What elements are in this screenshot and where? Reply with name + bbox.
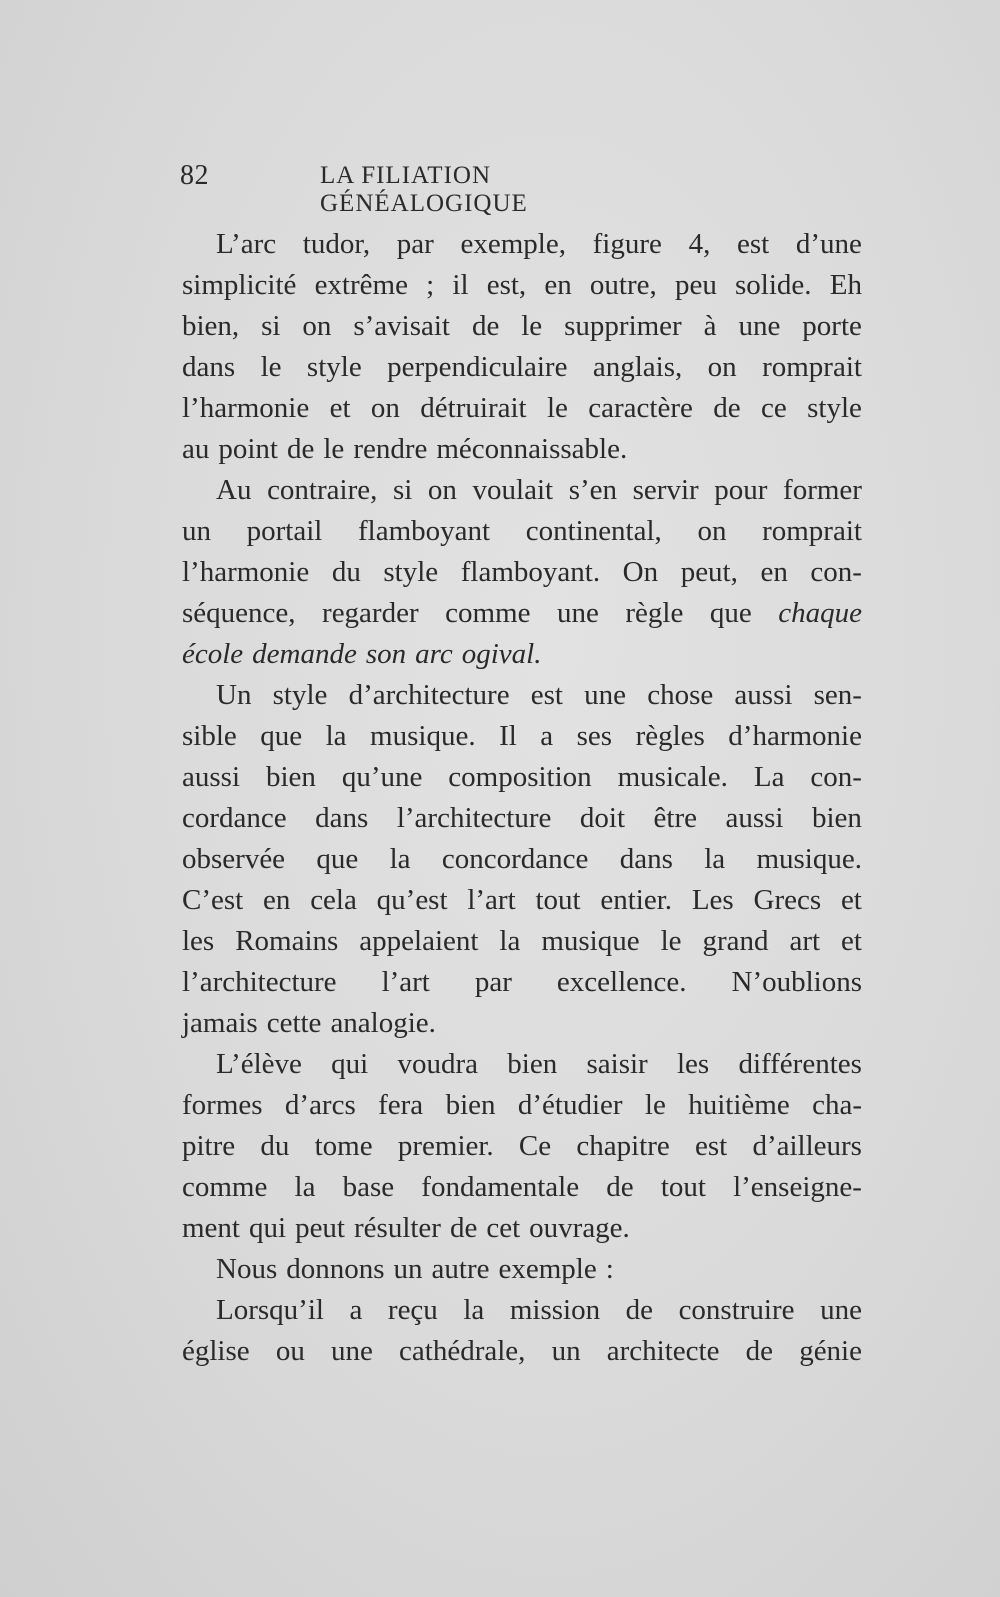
word: point <box>218 433 278 465</box>
word: analogie. <box>330 1007 436 1039</box>
word: si <box>392 474 413 506</box>
word: voudra <box>397 1048 479 1080</box>
word: tout <box>660 1171 706 1203</box>
word: du <box>331 556 361 588</box>
word: comme <box>182 1171 268 1203</box>
text-line <box>182 1044 862 1085</box>
word: cet <box>486 1212 521 1244</box>
word: doit <box>579 802 626 834</box>
word: de <box>449 1212 478 1244</box>
text-line <box>182 224 862 265</box>
word: concordance <box>441 843 589 875</box>
text-line <box>182 470 862 511</box>
text-line <box>182 1003 862 1044</box>
word: on <box>707 351 737 383</box>
word: fera <box>378 1089 424 1121</box>
word: base <box>342 1171 395 1203</box>
word: architecte <box>606 1335 720 1367</box>
text-line <box>182 962 862 1003</box>
word: musique. <box>370 720 476 752</box>
word: génie <box>799 1335 862 1367</box>
italic-word: chaque <box>778 597 862 629</box>
italic-word: demande <box>252 638 357 670</box>
running-title: LA FILIATION GÉNÉALOGIQUE <box>320 162 528 217</box>
text-line <box>182 1208 862 1249</box>
word: a <box>349 1294 363 1326</box>
word: les <box>182 925 215 957</box>
word: ment <box>182 1212 240 1244</box>
word: de <box>606 1171 634 1203</box>
word: style <box>807 392 862 424</box>
word: aussi <box>182 761 240 793</box>
word: L’élève <box>216 1048 302 1080</box>
text-line <box>182 1249 862 1290</box>
word: la <box>704 843 726 875</box>
italic-word: école <box>182 638 244 670</box>
word: de <box>471 310 500 342</box>
word: la <box>499 925 521 957</box>
word: s’en <box>568 474 618 506</box>
word: outre, <box>589 269 657 301</box>
word: église <box>182 1335 250 1367</box>
word: la <box>389 843 411 875</box>
text-line <box>182 1085 862 1126</box>
word: en <box>760 556 788 588</box>
word: l’harmonie <box>182 392 310 424</box>
word: Les <box>691 884 734 916</box>
word: en <box>544 269 572 301</box>
word: comme <box>445 597 531 629</box>
word: 4, <box>688 228 711 260</box>
word: solide. <box>735 269 812 301</box>
word: si <box>261 310 281 342</box>
word: règle <box>625 597 684 629</box>
word: exemple, <box>460 228 566 260</box>
word: que <box>709 597 752 629</box>
word: l’architecture <box>396 802 552 834</box>
word: regarder <box>322 597 419 629</box>
word: un <box>182 515 211 547</box>
word: s’avisait <box>353 310 450 342</box>
text-line <box>182 839 862 880</box>
word: mission <box>509 1294 601 1326</box>
word: Romains <box>235 925 339 957</box>
word: grand <box>702 925 769 957</box>
word: reçu <box>387 1294 438 1326</box>
word: une <box>738 310 781 342</box>
word: sible <box>182 720 237 752</box>
word: par <box>474 966 512 998</box>
word: construire <box>678 1294 795 1326</box>
word: Ce <box>518 1130 552 1162</box>
word: la <box>294 1171 316 1203</box>
word: le <box>644 1089 666 1121</box>
word: la <box>325 720 347 752</box>
word: ouvrage. <box>529 1212 630 1244</box>
word: cathédrale, <box>399 1335 526 1367</box>
word: qui <box>249 1212 287 1244</box>
word: séquence, <box>182 597 296 629</box>
word: que <box>260 720 303 752</box>
word: former <box>783 474 862 506</box>
text-line <box>182 798 862 839</box>
word: a <box>540 720 554 752</box>
word: entier. <box>600 884 673 916</box>
word: un <box>393 1253 423 1285</box>
text-line <box>182 1290 862 1331</box>
word: ou <box>275 1335 305 1367</box>
word: l’enseigne- <box>733 1171 862 1203</box>
word: continental, <box>525 515 662 547</box>
text-line <box>182 347 862 388</box>
word: exemple <box>498 1253 597 1285</box>
word: d’harmonie <box>728 720 862 752</box>
word: l’harmonie <box>182 556 310 588</box>
word: en <box>263 884 291 916</box>
word: l’art <box>467 884 516 916</box>
word: appelaient <box>359 925 479 957</box>
word: de <box>625 1294 654 1326</box>
word: cette <box>266 1007 322 1039</box>
word: Nous <box>216 1253 278 1285</box>
word: on <box>427 474 457 506</box>
word: romprait <box>762 515 862 547</box>
word: : <box>605 1253 614 1285</box>
word: extrême <box>314 269 408 301</box>
word: le <box>546 392 568 424</box>
word: musicale. <box>617 761 728 793</box>
word: le <box>521 310 543 342</box>
word: ses <box>576 720 613 752</box>
word: contraire, <box>267 474 378 506</box>
word: détruirait <box>420 392 527 424</box>
word: à <box>703 310 717 342</box>
page-header <box>180 160 700 217</box>
word: figure <box>592 228 662 260</box>
word: con- <box>810 556 862 588</box>
text-line <box>182 921 862 962</box>
word: méconnaissable. <box>436 433 628 465</box>
text-line <box>182 634 862 675</box>
text-line <box>182 388 862 429</box>
word: peu <box>674 269 717 301</box>
word: style <box>306 351 362 383</box>
word: du <box>260 1130 290 1162</box>
word: bien, <box>182 310 240 342</box>
word: caractère <box>588 392 693 424</box>
word: style <box>383 556 439 588</box>
word: la <box>463 1294 485 1326</box>
word: le <box>660 925 682 957</box>
word: Eh <box>829 269 862 301</box>
word: que <box>316 843 359 875</box>
word: portail <box>246 515 323 547</box>
word: est, <box>486 269 527 301</box>
word: peut, <box>680 556 738 588</box>
word: ; <box>426 269 435 301</box>
word: con- <box>810 761 862 793</box>
word: premier. <box>397 1130 494 1162</box>
word: porte <box>802 310 862 342</box>
word: un <box>551 1335 581 1367</box>
word: l’architecture <box>182 966 337 998</box>
word: aussi <box>725 802 784 834</box>
word: autre <box>431 1253 490 1285</box>
word: style <box>272 679 328 711</box>
word: tout <box>535 884 581 916</box>
word: on <box>370 392 400 424</box>
text-line <box>182 716 862 757</box>
word: rendre <box>353 433 428 465</box>
page-number: 82 <box>180 160 209 191</box>
word: huitième <box>688 1089 790 1121</box>
word: est <box>695 1130 728 1162</box>
word: La <box>753 761 785 793</box>
text-line <box>182 429 862 470</box>
word: sen- <box>813 679 862 711</box>
word: une <box>584 679 627 711</box>
word: les <box>676 1048 710 1080</box>
word: musique. <box>756 843 862 875</box>
word: bien <box>265 761 316 793</box>
word: d’une <box>795 228 862 260</box>
word: fondamentale <box>421 1171 580 1203</box>
word: être <box>653 802 697 834</box>
word: d’arcs <box>284 1089 356 1121</box>
word: formes <box>182 1089 263 1121</box>
word: flamboyant. <box>460 556 601 588</box>
word: L’arc <box>216 228 277 260</box>
word: d’étudier <box>517 1089 623 1121</box>
word: art <box>789 925 821 957</box>
text-line <box>182 511 862 552</box>
word: le <box>260 351 282 383</box>
word: qu’est <box>376 884 448 916</box>
word: donnons <box>286 1253 385 1285</box>
word: chapitre <box>576 1130 670 1162</box>
word: voulait <box>472 474 554 506</box>
word: bien <box>507 1048 558 1080</box>
word: Au <box>216 474 252 506</box>
word: peut <box>295 1212 345 1244</box>
word: l’art <box>381 966 430 998</box>
word: cordance <box>182 802 287 834</box>
word: excellence. <box>556 966 687 998</box>
word: et <box>841 925 862 957</box>
word: bien <box>445 1089 496 1121</box>
word: de <box>713 392 741 424</box>
text-line <box>182 1126 862 1167</box>
word: une <box>556 597 599 629</box>
word: qui <box>331 1048 369 1080</box>
word: On <box>622 556 659 588</box>
word: on <box>697 515 727 547</box>
word: dans <box>315 802 369 834</box>
word: dans <box>619 843 673 875</box>
text-line <box>182 880 862 921</box>
italic-word: arc <box>415 638 453 670</box>
word: d’ailleurs <box>752 1130 862 1162</box>
word: et <box>840 884 862 916</box>
word: une <box>820 1294 862 1326</box>
word: simplicité <box>182 269 297 301</box>
word: saisir <box>586 1048 648 1080</box>
word: N’oublions <box>731 966 862 998</box>
word: cela <box>310 884 357 916</box>
word: qu’une <box>341 761 423 793</box>
word: flamboyant <box>357 515 491 547</box>
word: dans <box>182 351 236 383</box>
word: est <box>530 679 563 711</box>
word: est <box>736 228 770 260</box>
word: il <box>452 269 469 301</box>
word: chose <box>647 679 714 711</box>
word: au <box>182 433 210 465</box>
text-line <box>182 306 862 347</box>
word: différentes <box>738 1048 862 1080</box>
word: résulter <box>354 1212 441 1244</box>
word: composition <box>448 761 592 793</box>
word: supprimer <box>564 310 682 342</box>
italic-word: son <box>365 638 407 670</box>
word: bien <box>811 802 862 834</box>
word: perpendiculaire <box>387 351 568 383</box>
word: observée <box>182 843 286 875</box>
word: tome <box>314 1130 373 1162</box>
body-text <box>182 224 862 1372</box>
word: C’est <box>182 884 244 916</box>
text-line <box>182 757 862 798</box>
word: une <box>331 1335 373 1367</box>
italic-word: ogival. <box>461 638 542 670</box>
word: pour <box>714 474 768 506</box>
text-line <box>182 675 862 716</box>
word: servir <box>632 474 699 506</box>
word: romprait <box>762 351 862 383</box>
word: d’architecture <box>348 679 510 711</box>
word: règles <box>635 720 705 752</box>
word: on <box>302 310 332 342</box>
word: tudor, <box>302 228 371 260</box>
word: le <box>323 433 345 465</box>
text-line <box>182 1331 862 1372</box>
word: ce <box>761 392 787 424</box>
text-line <box>182 265 862 306</box>
word: aussi <box>734 679 793 711</box>
word: musique <box>541 925 640 957</box>
word: Lorsqu’il <box>216 1294 324 1326</box>
text-line <box>182 552 862 593</box>
text-line <box>182 593 862 634</box>
word: cha- <box>812 1089 862 1121</box>
word: Il <box>499 720 517 752</box>
word: anglais, <box>592 351 683 383</box>
word: Grecs <box>753 884 822 916</box>
word: pitre <box>182 1130 236 1162</box>
word: jamais <box>182 1007 258 1039</box>
word: Un <box>216 679 252 711</box>
word: de <box>287 433 315 465</box>
word: et <box>329 392 351 424</box>
text-line <box>182 1167 862 1208</box>
word: par <box>396 228 434 260</box>
word: de <box>745 1335 774 1367</box>
